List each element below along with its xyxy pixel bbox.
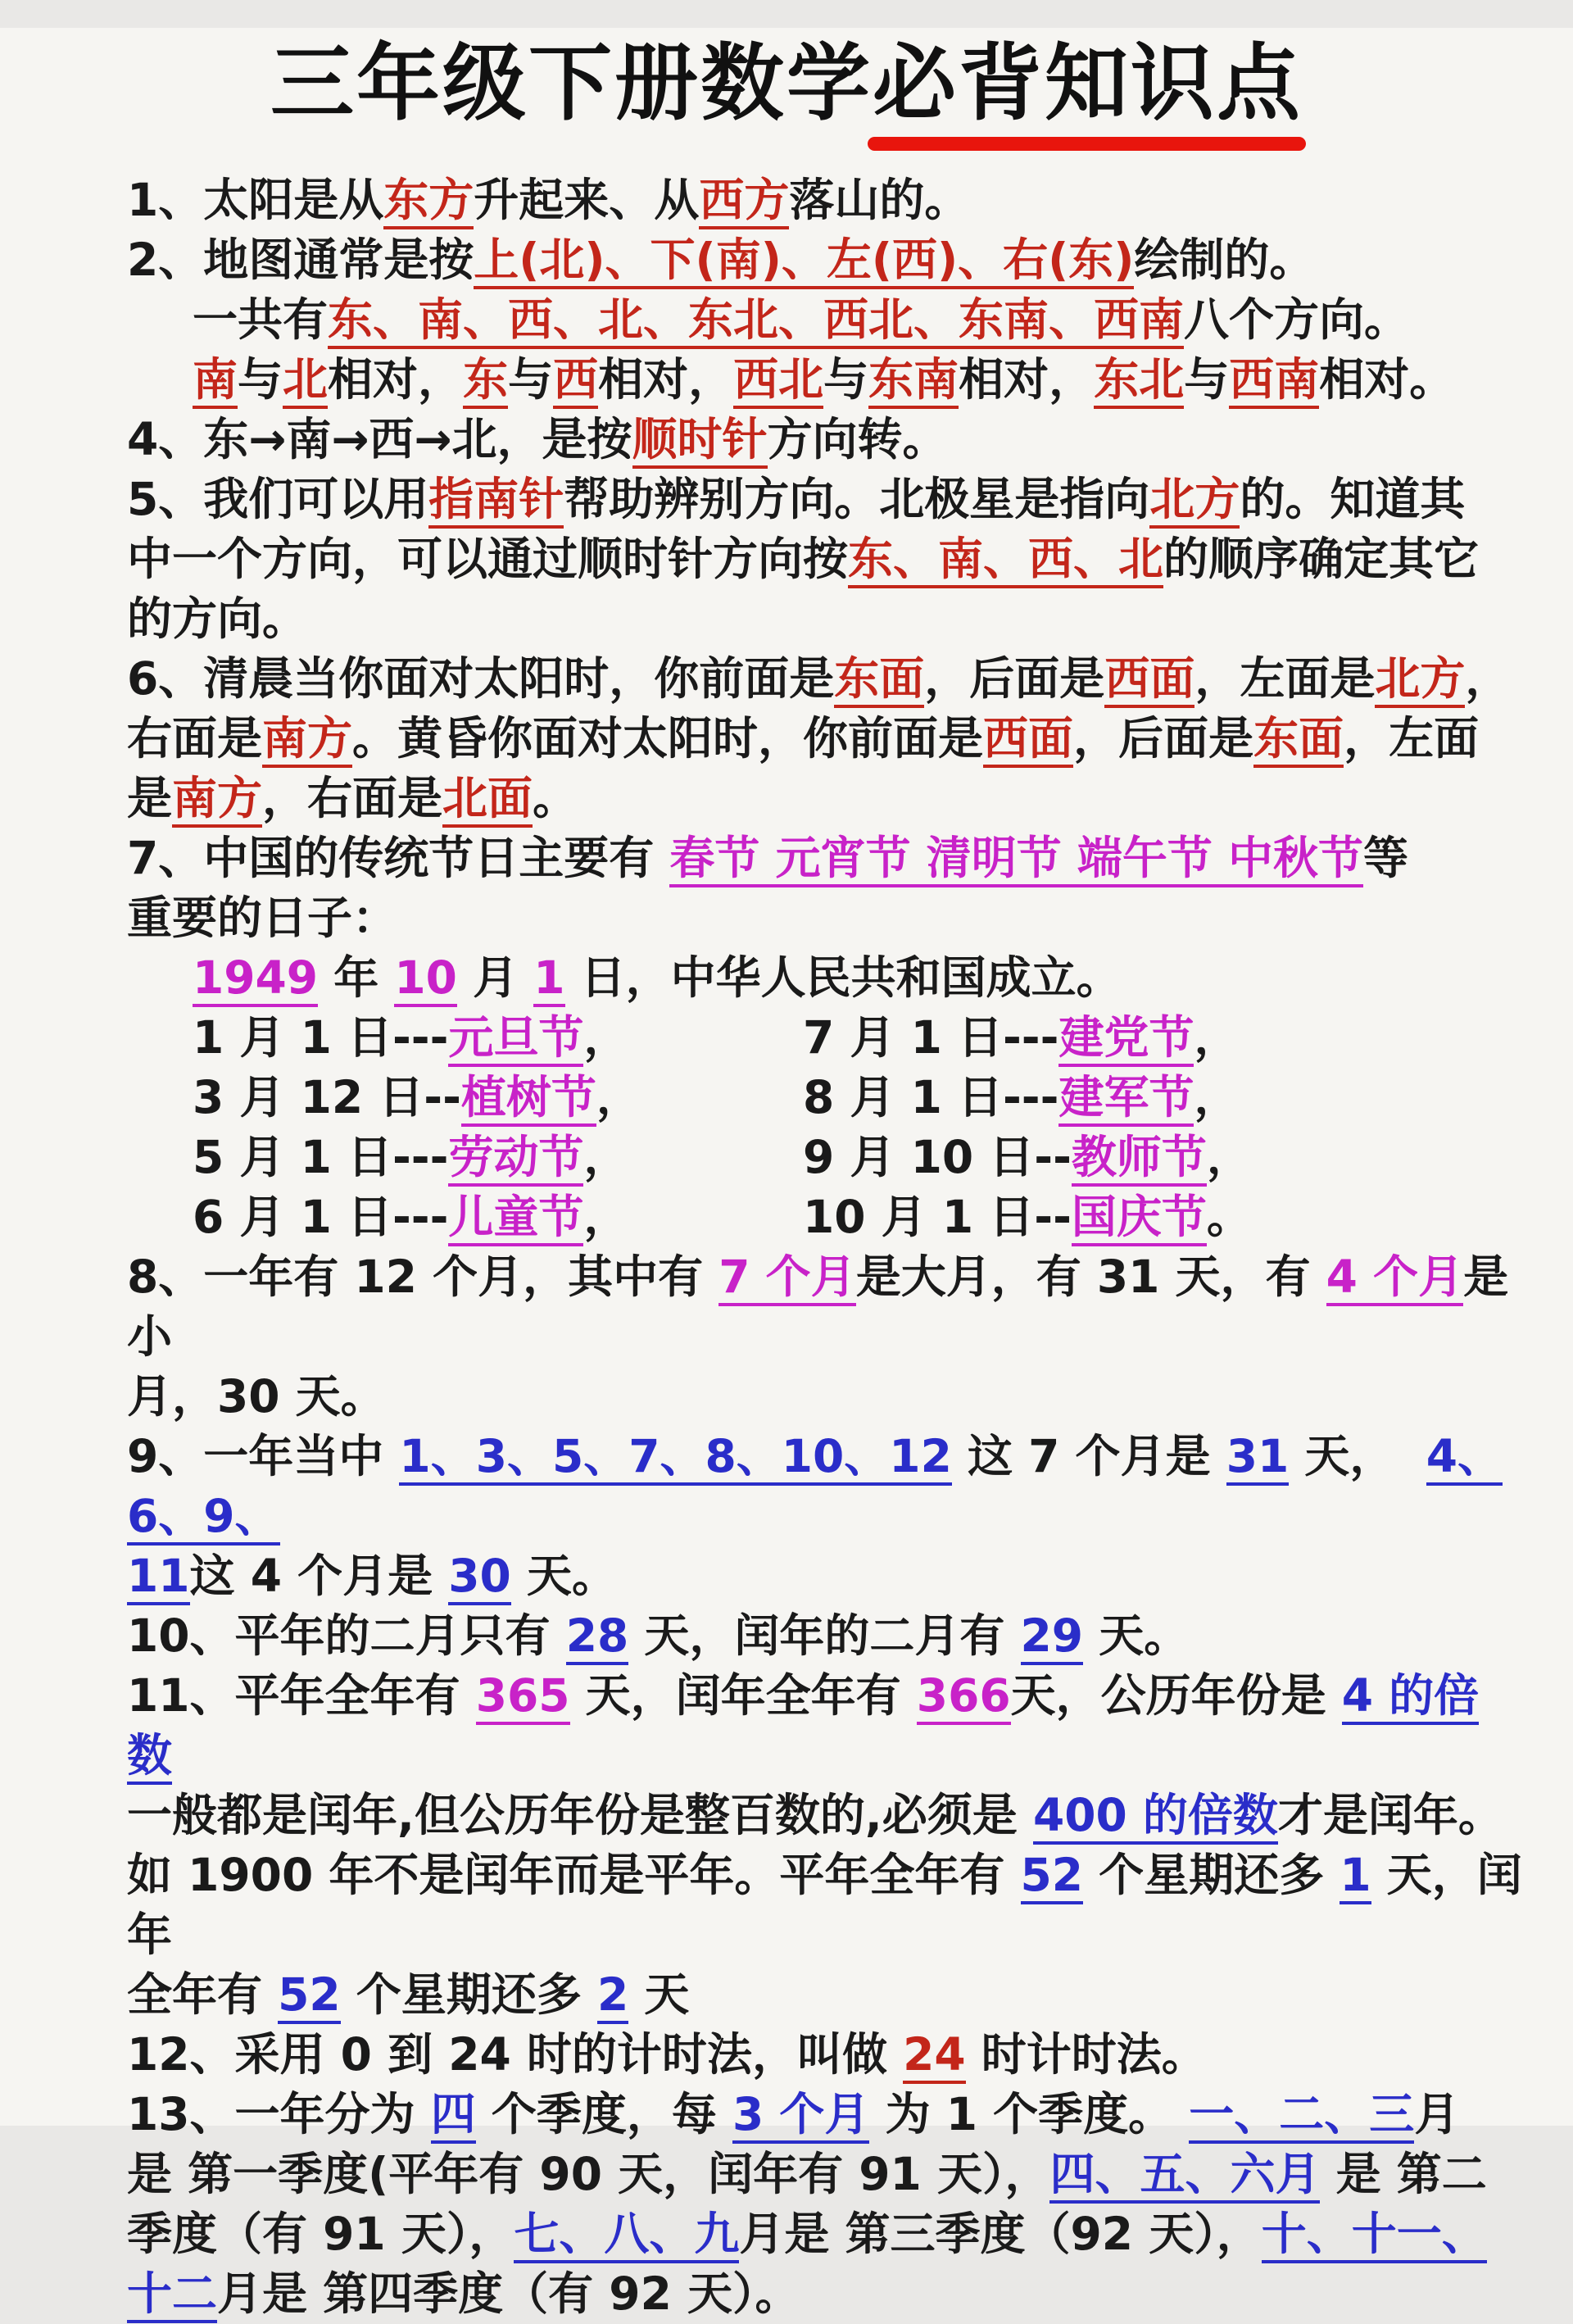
text-segment: 11、平年全年有 <box>127 1668 476 1722</box>
text-segment: 十、十一、 <box>1262 2208 1487 2263</box>
text-segment: 日，中华人民共和国成立。 <box>564 951 1122 1004</box>
text-segment: 上(北)、下(南)、左(西)、右(东) <box>474 234 1134 289</box>
text-segment: 月，30 天。 <box>127 1369 386 1423</box>
text-segment: 七、八、九 <box>514 2208 739 2263</box>
text-segment: 一共有 <box>193 293 329 346</box>
text-segment: 相对， <box>328 352 464 406</box>
text-segment: 10 月 1 日-- <box>803 1190 1072 1243</box>
text-line <box>127 769 1524 828</box>
date-row <box>127 1187 1524 1247</box>
text-segment: 的方向。 <box>127 592 308 645</box>
text-segment: 四 <box>431 2088 476 2144</box>
text-segment: 366 <box>917 1669 1011 1725</box>
text-segment: ， <box>583 1130 629 1183</box>
text-segment: 28 <box>566 1609 629 1665</box>
text-line <box>127 170 1524 230</box>
text-segment: 1 <box>533 951 564 1007</box>
text-line <box>127 589 1524 649</box>
text-segment: 5、我们可以用 <box>127 472 429 525</box>
text-line <box>127 2025 1524 2085</box>
date-col-left <box>193 1187 803 1247</box>
text-segment: 12、采用 0 到 24 时的计时法，叫做 <box>127 2027 904 2081</box>
text-segment: 月是 第四季度（有 92 天）。 <box>217 2267 800 2320</box>
text-segment: 天，闰年 <box>127 1848 1522 1961</box>
text-line <box>127 1427 1524 1546</box>
text-line <box>127 470 1524 529</box>
text-segment: 升起来、从 <box>474 173 700 226</box>
page-title-underlined-text: 必背知识点 <box>873 28 1303 141</box>
text-segment: 1、3、5、7、8、10、12 <box>399 1430 951 1486</box>
text-segment: ， <box>1465 651 1511 705</box>
text-segment: 东 <box>463 353 508 409</box>
text-segment: 与 <box>238 352 283 406</box>
text-segment: 右面是 <box>127 711 263 765</box>
text-segment: 西面 <box>1104 652 1194 708</box>
text-segment: 东面 <box>1253 712 1344 768</box>
text-segment: 劳动节 <box>448 1131 583 1187</box>
text-segment: 30 <box>448 1550 511 1605</box>
text-segment: 天 <box>628 1968 690 2021</box>
text-segment: 东、南、西、北 <box>848 533 1163 588</box>
text-segment: 落山的。 <box>789 173 970 226</box>
text-segment: 天，闰年的二月有 <box>628 1609 1021 1662</box>
text-segment: 一般都是闰年,但公历年份是整百数的,必须是 <box>127 1788 1033 1841</box>
text-segment: 10 <box>394 951 457 1007</box>
text-segment: ，左面是 <box>1194 651 1376 705</box>
text-line <box>127 828 1524 888</box>
text-segment: 西北 <box>733 353 823 409</box>
text-segment: 北面 <box>442 772 533 828</box>
text-segment: 八个方向。 <box>1184 293 1410 346</box>
date-row <box>127 1128 1524 1187</box>
text-segment: 儿童节 <box>448 1191 583 1246</box>
text-line <box>127 1845 1524 1965</box>
text-line <box>127 1965 1524 2025</box>
text-segment: 北方 <box>1149 473 1240 529</box>
text-segment: 南方 <box>262 712 352 768</box>
text-segment: ，右面是 <box>262 771 443 824</box>
text-segment: 绘制的。 <box>1134 233 1315 286</box>
text-line <box>127 1666 1524 1786</box>
text-segment: 4 的倍数 <box>127 1669 1479 1785</box>
text-segment: ， <box>596 1070 641 1123</box>
text-line <box>127 1247 1524 1367</box>
text-segment: 中一个方向，可以通过顺时针方向按 <box>127 532 849 585</box>
text-segment: 时计时法。 <box>965 2027 1207 2081</box>
text-segment: 4、东→南→西→北，是按 <box>127 412 632 465</box>
text-line <box>127 230 1524 290</box>
text-line <box>127 649 1524 709</box>
text-segment: 国庆节 <box>1072 1191 1207 1246</box>
page-title <box>0 28 1573 141</box>
text-segment: 是大月，有 31 天，有 <box>855 1250 1326 1303</box>
text-segment: ， <box>1206 1130 1252 1183</box>
text-segment: ， <box>1194 1010 1240 1064</box>
text-segment: 1949 <box>193 951 318 1007</box>
date-col-right <box>803 1071 1240 1127</box>
text-line <box>127 2264 1524 2324</box>
text-line <box>127 2145 1524 2204</box>
text-line <box>127 1786 1524 1845</box>
text-segment: 1 <box>1340 1849 1371 1904</box>
text-segment: 29 <box>1021 1609 1084 1665</box>
text-segment: 季度（有 91 天）， <box>127 2207 515 2260</box>
text-segment: 为 1 个季度。 <box>869 2087 1190 2140</box>
text-segment: 相对， <box>959 352 1095 406</box>
text-segment: 8 月 1 日--- <box>803 1070 1059 1123</box>
text-segment: ， <box>1194 1070 1240 1123</box>
text-segment: 重要的日子： <box>127 891 398 944</box>
text-segment: 3 个月 <box>732 2088 869 2144</box>
text-segment: ， <box>583 1010 629 1064</box>
text-segment: 东、南、西、北、东北、西北、东南、西南 <box>328 293 1184 349</box>
text-segment: 是小 <box>127 1250 1509 1363</box>
text-segment: 天。 <box>1083 1609 1190 1662</box>
text-segment: 这 4 个月是 <box>189 1549 449 1602</box>
text-segment: 2、地图通常是按 <box>127 233 474 286</box>
text-segment: 四、五、六月 <box>1049 2148 1320 2204</box>
text-segment: 顺时针 <box>632 413 768 469</box>
text-segment: 的。知道其 <box>1240 472 1466 525</box>
date-row <box>127 1008 1524 1068</box>
text-line <box>127 1606 1524 1666</box>
text-line <box>127 888 1524 948</box>
text-segment: 天，公历年份是 <box>1010 1668 1342 1722</box>
text-segment: 西 <box>553 353 598 409</box>
text-segment: 7 个月 <box>719 1251 855 1306</box>
text-line <box>127 948 1524 1008</box>
text-line <box>127 410 1524 470</box>
text-segment: ， <box>583 1190 629 1243</box>
text-segment: 9、一年当中 <box>127 1429 400 1482</box>
date-col-left <box>193 1068 803 1128</box>
text-segment: 400 的倍数 <box>1033 1789 1278 1845</box>
text-line <box>127 2085 1524 2145</box>
text-segment: 天，闰年全年有 <box>569 1668 917 1722</box>
text-segment: 的顺序确定其它 <box>1163 532 1480 585</box>
text-line <box>127 290 1524 350</box>
text-segment: 13、一年分为 <box>127 2087 431 2140</box>
text-segment: 52 <box>278 1968 341 2024</box>
text-line <box>127 709 1524 769</box>
text-segment: 东方 <box>383 174 474 229</box>
text-segment: ，后面是 <box>924 651 1105 705</box>
text-segment: 10、平年的二月只有 <box>127 1609 566 1662</box>
text-segment: 4 个月 <box>1326 1251 1463 1306</box>
text-segment: 月 <box>1414 2087 1460 2140</box>
text-segment: 1 月 1 日--- <box>193 1010 449 1064</box>
date-col-left <box>193 1008 803 1068</box>
text-segment: 3 月 12 日-- <box>193 1070 461 1123</box>
text-segment: ，后面是 <box>1073 711 1254 765</box>
text-segment: 9 月 10 日-- <box>803 1130 1072 1183</box>
text-segment: 西南 <box>1229 353 1319 409</box>
text-segment: 个星期还多 <box>1083 1848 1340 1901</box>
date-col-right <box>803 1011 1240 1067</box>
text-segment: 5 月 1 日--- <box>193 1130 449 1183</box>
text-segment: 如 1900 年不是闰年而是平年。平年全年有 <box>127 1848 1021 1901</box>
text-segment: 与 <box>1184 352 1230 406</box>
text-segment: 才是闰年。 <box>1277 1788 1503 1841</box>
text-segment: 11 <box>127 1550 190 1605</box>
document-page <box>0 28 1573 2320</box>
text-segment: 天。 <box>510 1549 617 1602</box>
text-segment: 与 <box>508 352 554 406</box>
text-segment: 是 第一季度(平年有 90 天，闰年有 91 天）， <box>127 2147 1050 2200</box>
text-segment: 西面 <box>983 712 1073 768</box>
text-segment: 个星期还多 <box>340 1968 597 2021</box>
text-segment: 1、太阳是从 <box>127 173 384 226</box>
date-row <box>127 1068 1524 1128</box>
date-col-right <box>803 1131 1252 1187</box>
text-segment: 。 <box>533 771 578 824</box>
text-segment: 东北 <box>1094 353 1184 409</box>
text-segment: 相对， <box>598 352 734 406</box>
text-segment: 北 <box>283 353 328 409</box>
text-segment: 植树节 <box>461 1071 596 1127</box>
text-segment: 西方 <box>699 174 789 229</box>
text-line <box>127 1367 1524 1427</box>
text-segment: 元旦节 <box>448 1011 583 1067</box>
text-segment: 与 <box>823 352 869 406</box>
text-segment: 南 <box>193 353 238 409</box>
text-segment: 天， <box>1289 1429 1426 1482</box>
text-segment: 是 第二 <box>1320 2147 1487 2200</box>
text-segment: 365 <box>476 1669 570 1725</box>
text-segment: 7 月 1 日--- <box>803 1010 1059 1064</box>
text-segment: 北方 <box>1375 652 1465 708</box>
text-segment: 个季度，每 <box>475 2087 732 2140</box>
text-segment: 全年有 <box>127 1968 279 2021</box>
text-segment: 。黄昏你面对太阳时，你前面是 <box>352 711 984 765</box>
text-segment: 东面 <box>834 652 924 708</box>
text-line <box>127 529 1524 589</box>
text-line <box>127 350 1524 410</box>
text-segment: 2 <box>597 1968 628 2024</box>
text-segment: 31 <box>1226 1430 1290 1486</box>
text-segment: 一、二、三 <box>1189 2088 1414 2144</box>
text-segment: 春节 元宵节 清明节 端午节 中秋节 <box>669 832 1363 887</box>
text-segment: 4、6、9、 <box>127 1430 1503 1546</box>
text-segment: 这 7 个月是 <box>951 1429 1226 1482</box>
text-segment: 7、中国的传统节日主要有 <box>127 831 670 884</box>
text-segment: 十二 <box>127 2267 217 2323</box>
date-col-left <box>193 1128 803 1187</box>
text-segment: 24 <box>903 2028 966 2084</box>
text-line <box>127 2204 1524 2264</box>
text-segment: 52 <box>1021 1849 1084 1904</box>
text-segment: 8、一年有 12 个月，其中有 <box>127 1250 719 1303</box>
text-segment: 月是 第三季度（92 天）， <box>739 2207 1262 2260</box>
date-col-right <box>803 1191 1252 1246</box>
text-segment: 东南 <box>868 353 959 409</box>
text-segment: 建军节 <box>1058 1071 1194 1127</box>
text-line <box>127 1546 1524 1606</box>
text-segment: 是 <box>127 771 173 824</box>
text-segment: 月 <box>456 951 534 1004</box>
content-lines <box>0 162 1573 2324</box>
text-segment: 方向转。 <box>767 412 948 465</box>
text-segment: 年 <box>318 951 395 1004</box>
page-title-text: 三年级下册数学 <box>270 35 873 133</box>
text-segment: 南方 <box>172 772 262 828</box>
text-segment: 6 月 1 日--- <box>193 1190 449 1243</box>
text-segment: 。 <box>1206 1190 1252 1243</box>
text-segment: 帮助辨别方向。北极星是指向 <box>564 472 1150 525</box>
text-segment: ，左面 <box>1344 711 1480 765</box>
text-segment: 建党节 <box>1058 1011 1194 1067</box>
text-segment: 等 <box>1363 831 1409 884</box>
text-segment: 6、清晨当你面对太阳时，你前面是 <box>127 651 835 705</box>
text-segment: 教师节 <box>1072 1131 1207 1187</box>
text-segment: 指南针 <box>428 473 564 529</box>
text-segment: 相对。 <box>1319 352 1455 406</box>
